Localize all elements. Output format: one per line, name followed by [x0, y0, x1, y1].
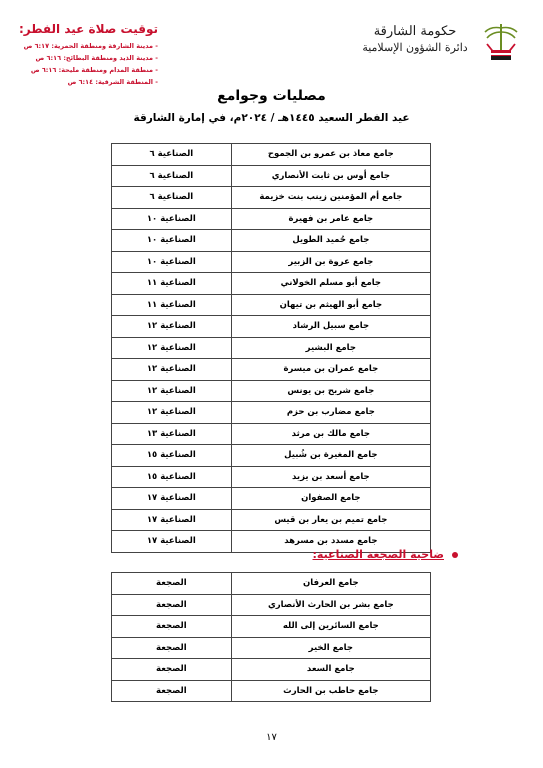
- logo-department-name: دائرة الشؤون الإسلامية: [362, 41, 468, 54]
- mosque-name-cell: جامع أبو الهيثم بن تيهان: [231, 294, 430, 316]
- mosque-name-cell: جامع تميم بن يعار بن قيس: [231, 509, 430, 531]
- mosques-table-sajaa: [111, 572, 431, 702]
- mosque-name-cell: جامع أبو مسلم الخولاني: [231, 273, 430, 295]
- mosque-name-cell: جامع أسعد بن يزيد: [231, 466, 430, 488]
- table-row: [112, 294, 431, 316]
- area-cell: الصناعية ١٧: [112, 509, 232, 531]
- table-row: [112, 680, 431, 702]
- table-row: [112, 637, 431, 659]
- mosque-name-cell: جامع أم المؤمنين زينب بنت خزيمة: [231, 187, 430, 209]
- table-row: [112, 380, 431, 402]
- table-row: [112, 466, 431, 488]
- area-cell: الصجعة: [112, 680, 232, 702]
- mosque-name-cell: جامع عمران بن ميسرة: [231, 359, 430, 381]
- mosque-name-cell: جامع مضارب بن حزم: [231, 402, 430, 424]
- mosque-name-cell: جامع السائرين إلى الله: [231, 616, 430, 638]
- prayer-timing-row: - منطقة المدام ومنطقة مليحة: ٦:١٦ ص: [30, 66, 158, 74]
- mosque-name-cell: جامع حُميد الطويل: [231, 230, 430, 252]
- area-cell: الصناعية ١١: [112, 273, 232, 295]
- area-cell: الصناعية ١١: [112, 294, 232, 316]
- area-cell: الصجعة: [112, 659, 232, 681]
- table-row: [112, 144, 431, 166]
- table-row: [112, 402, 431, 424]
- area-cell: الصناعية ٦: [112, 144, 232, 166]
- area-cell: الصناعية ١٥: [112, 445, 232, 467]
- prayer-timing-title: توقيت صلاة عيد الفطر:: [18, 22, 158, 36]
- table-row: [112, 423, 431, 445]
- logo-government-name: حكومة الشارقة: [373, 24, 457, 39]
- table-row: [112, 594, 431, 616]
- page-title: مصليات وجوامع: [217, 88, 326, 104]
- mosque-name-cell: جامع معاذ بن عمرو بن الجموح: [231, 144, 430, 166]
- area-cell: الصجعة: [112, 616, 232, 638]
- mosque-name-cell: جامع المغيرة بن شُبيل: [231, 445, 430, 467]
- prayer-timing-row: - مدينة الشارقة ومنطقة الحمرية: ٦:١٧ ص: [23, 42, 158, 50]
- table-row: [112, 273, 431, 295]
- table-row: [112, 251, 431, 273]
- area-cell: الصناعية ٦: [112, 165, 232, 187]
- table-row: [112, 337, 431, 359]
- table-row: [112, 659, 431, 681]
- area-cell: الصناعية ١٢: [112, 380, 232, 402]
- logo-text: [359, 24, 471, 56]
- area-cell: الصناعية ٦: [112, 187, 232, 209]
- prayer-timing-box: [18, 22, 158, 88]
- mosque-name-cell: جامع شريح بن يونس: [231, 380, 430, 402]
- area-cell: الصناعية ١٥: [112, 466, 232, 488]
- mosque-name-cell: جامع بشر بن الحارث الأنصاري: [231, 594, 430, 616]
- government-logo: [355, 20, 525, 64]
- table-row: [112, 165, 431, 187]
- table-row: [112, 445, 431, 467]
- area-cell: الصجعة: [112, 594, 232, 616]
- page-number: ١٧: [266, 732, 277, 743]
- area-cell: الصناعية ١٢: [112, 337, 232, 359]
- bullet-icon: [452, 552, 458, 558]
- mosque-name-cell: جامع حاطب بن الحارث: [231, 680, 430, 702]
- area-cell: الصناعية ١٠: [112, 251, 232, 273]
- mosque-name-cell: جامع سبيل الرشاد: [231, 316, 430, 338]
- mosque-name-cell: جامع البشير: [231, 337, 430, 359]
- mosque-name-cell: جامع العرفان: [231, 573, 430, 595]
- mosque-name-cell: جامع الصفوان: [231, 488, 430, 510]
- area-cell: الصناعية ١٣: [112, 423, 232, 445]
- table-row: [112, 230, 431, 252]
- mosque-name-cell: جامع الخير: [231, 637, 430, 659]
- mosque-name-cell: جامع أوس بن ثابت الأنصاري: [231, 165, 430, 187]
- area-cell: الصناعية ١٠: [112, 230, 232, 252]
- area-cell: الصناعية ١٢: [112, 359, 232, 381]
- area-cell: الصناعية ١٠: [112, 208, 232, 230]
- mosque-name-cell: جامع عامر بن فهيرة: [231, 208, 430, 230]
- area-cell: الصناعية ١٢: [112, 402, 232, 424]
- mosques-table-industrial: [111, 143, 431, 553]
- area-cell: الصجعة: [112, 637, 232, 659]
- table-row: [112, 208, 431, 230]
- table-row: [112, 187, 431, 209]
- table-row: [112, 316, 431, 338]
- mosque-name-cell: جامع مسدد بن مسرهد: [231, 531, 430, 553]
- area-cell: الصجعة: [112, 573, 232, 595]
- emblem-icon: [477, 20, 525, 64]
- prayer-timing-row: - المنطقة الشرقية: ٦:١٤ ص: [67, 78, 158, 86]
- table-row: [112, 616, 431, 638]
- section-heading: [313, 548, 459, 561]
- area-cell: الصناعية ١٧: [112, 531, 232, 553]
- page-subtitle: عيد الفطر السعيد ١٤٤٥هـ / ٢٠٢٤م، في إمارة الشارقة: [133, 112, 410, 124]
- mosque-name-cell: جامع مالك بن مرثد: [231, 423, 430, 445]
- table-row: [112, 488, 431, 510]
- area-cell: الصناعية ١٧: [112, 488, 232, 510]
- mosque-name-cell: جامع عروة بن الزبير: [231, 251, 430, 273]
- section-title: ضاحية الصجعة الصناعية:: [312, 548, 444, 561]
- table-row: [112, 573, 431, 595]
- table-row: [112, 509, 431, 531]
- table-row: [112, 359, 431, 381]
- area-cell: الصناعية ١٢: [112, 316, 232, 338]
- mosque-name-cell: جامع السعد: [231, 659, 430, 681]
- prayer-timing-row: - مدينة الذيد ومنطقة البطائح: ٦:١٦ ص: [35, 54, 158, 62]
